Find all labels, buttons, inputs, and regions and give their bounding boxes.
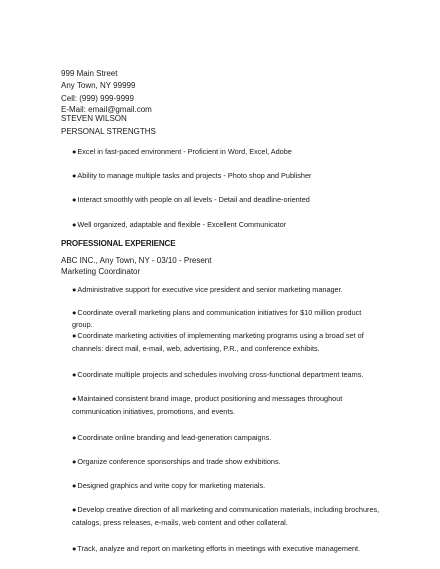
duty-item: ●Develop creative direction of all marketing and communication materials, including brochures, catalogs, press releases, e-mails, web content and other collateral.	[72, 505, 380, 527]
duty-item: ●Coordinate online branding and lead-generation campaigns.	[72, 433, 272, 442]
bullet-icon: ●	[72, 394, 77, 403]
city-state-zip: Any Town, NY 99999	[61, 81, 136, 91]
bullet-icon: ●	[72, 433, 77, 442]
duty-item: ●Track, analyze and report on marketing efforts in meetings with executive management.	[72, 544, 361, 553]
street-address: 999 Main Street	[61, 69, 118, 78]
duty-item: ●Designed graphics and write copy for marketing materials.	[72, 481, 266, 490]
duty-item: ●Organize conference sponsorships and trade show exhibitions.	[72, 457, 281, 466]
strengths-heading: PERSONAL STRENGTHS	[61, 127, 156, 136]
duty-item: ●Administrative support for executive vice president and senior marketing manager.	[72, 285, 343, 294]
bullet-icon: ●	[72, 457, 77, 466]
strength-item: ●Excel in fast-paced environment - Proficient in Word, Excel, Adobe	[72, 147, 292, 156]
duty-item: ●Coordinate marketing activities of implementing marketing programs using a broad set of channels: direct mail, e-mail, web, advertising, P.R., and conference exhibits.	[72, 331, 364, 353]
bullet-icon: ●	[72, 220, 77, 229]
bullet-icon: ●	[72, 308, 77, 317]
bullet-icon: ●	[72, 505, 77, 514]
email-address: E-Mail: email@gmail.com	[61, 104, 152, 114]
job-title: Marketing Coordinator	[61, 267, 141, 276]
job-block	[61, 255, 211, 277]
strength-item: ●Well organized, adaptable and flexible - Excellent Communicator	[72, 220, 287, 229]
duty-item: ●Maintained consistent brand image, product positioning and messages throughout communication initiatives, promotions, and events.	[72, 394, 343, 416]
contact-block	[61, 68, 152, 123]
bullet-icon: ●	[72, 481, 77, 490]
bullet-icon: ●	[72, 195, 77, 204]
strength-item: ●Ability to manage multiple tasks and projects - Photo shop and Publisher	[72, 171, 312, 180]
duty-item: ●Coordinate overall marketing plans and communication initiatives for $10 million product group.	[72, 308, 362, 329]
employer-line: ABC INC., Any Town, NY - 03/10 - Present	[61, 256, 212, 265]
bullet-icon: ●	[72, 147, 77, 156]
duty-item: ●Coordinate multiple projects and schedules involving cross-functional department teams.	[72, 370, 364, 379]
experience-heading: PROFESSIONAL EXPERIENCE	[61, 239, 176, 248]
bullet-icon: ●	[72, 331, 77, 340]
candidate-name: STEVEN WILSON	[61, 113, 127, 123]
bullet-icon: ●	[72, 171, 77, 180]
bullet-icon: ●	[72, 544, 77, 553]
cell-phone: Cell: (999) 999-9999	[61, 93, 134, 103]
bullet-icon: ●	[72, 370, 77, 379]
strength-item: ●Interact smoothly with people on all levels - Detail and deadline-oriented	[72, 195, 310, 204]
bullet-icon: ●	[72, 285, 77, 294]
